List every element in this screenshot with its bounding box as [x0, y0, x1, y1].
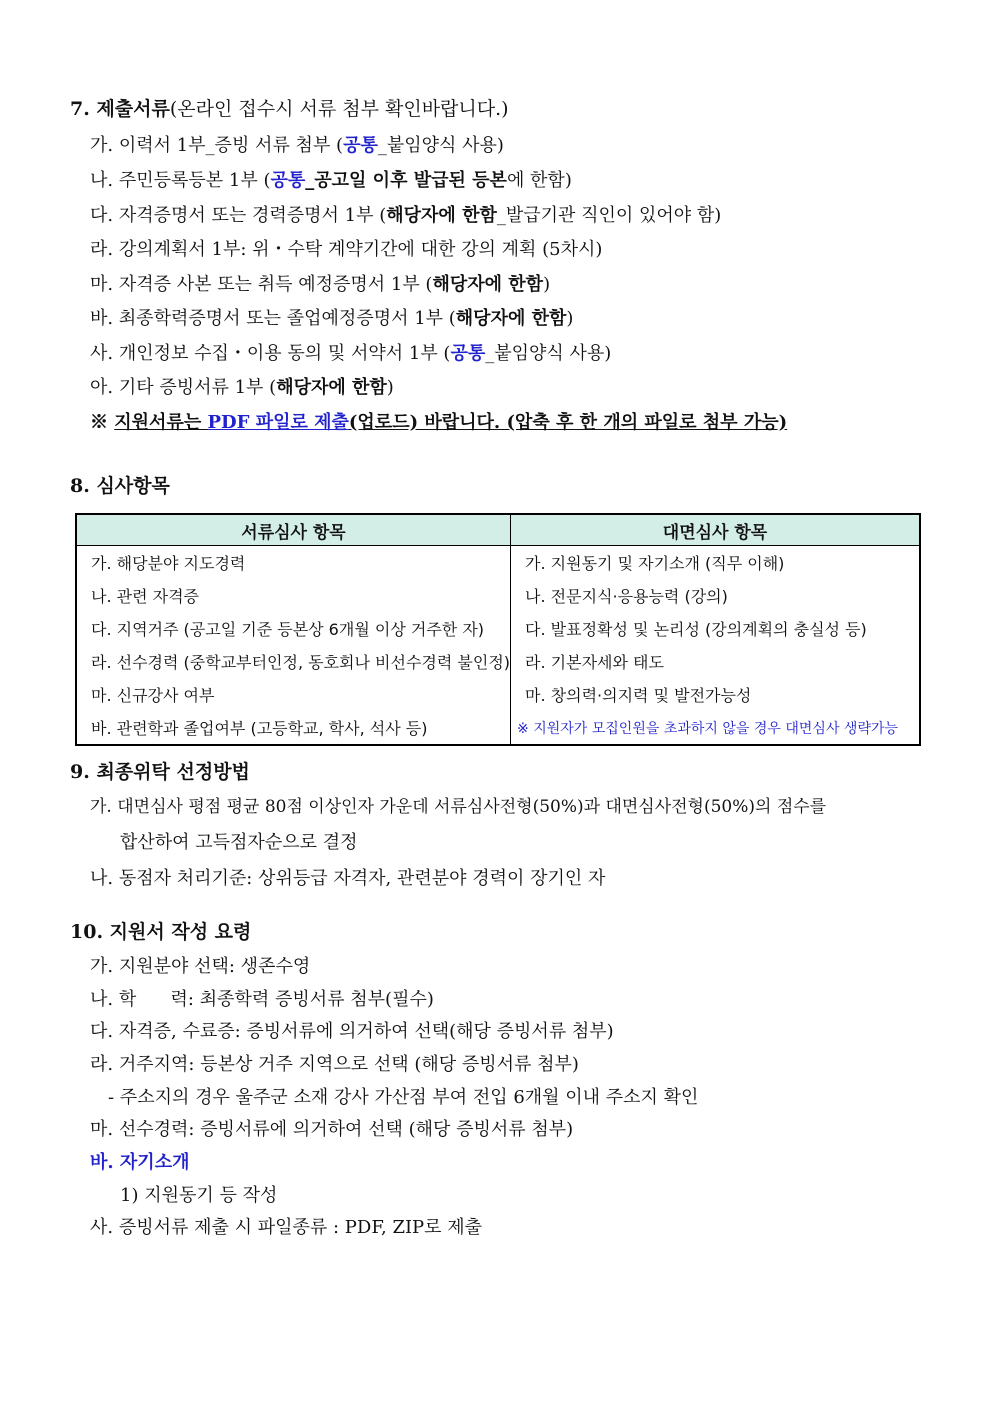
section-8-title: 8. 심사항목	[70, 475, 170, 497]
s7-item-na: 나. 주민등록등본 1부 (공통_공고일 이후 발급된 등본에 한함)	[90, 170, 572, 191]
s7-item-a: 아. 기타 증빙서류 1부 (해당자에 한함)	[90, 377, 394, 398]
s10-item-ba: 바. 자기소개	[90, 1152, 190, 1173]
s9-item-na: 나. 동점자 처리기준: 상위등급 자격자, 관련분야 경력이 장기인 자	[90, 868, 606, 889]
section-9-title: 9. 최종위탁 선정방법	[70, 761, 250, 783]
table-row	[76, 678, 920, 711]
s10-item-da: 다. 자격증, 수료증: 증빙서류에 의거하여 선택(해당 증빙서류 첨부)	[90, 1021, 614, 1042]
table-cell: 다. 지역거주 (공고일 기준 등본상 6개월 이상 거주한 자)	[76, 612, 511, 645]
s9-item-ga-line1: 가. 대면심사 평점 평균 80점 이상인자 가운데 서류심사전형(50%)과 대면심사전형(50%)의 점수를	[90, 797, 827, 817]
s10-item-ma: 마. 선수경력: 증빙서류에 의거하여 선택 (해당 증빙서류 첨부)	[90, 1119, 574, 1140]
s7-submission-note: ※ 지원서류는 PDF 파일로 제출(업로드) 바랍니다. (압축 후 한 개의 파일로 첨부 가능)	[90, 412, 788, 433]
table-row	[76, 711, 920, 745]
table-cell: 나. 관련 자격증	[76, 579, 511, 612]
s10-item-na: 나. 학 력: 최종학력 증빙서류 첨부(필수)	[90, 989, 434, 1010]
table-row	[76, 546, 920, 580]
review-criteria-table	[75, 513, 921, 746]
table-cell: 마. 신규강사 여부	[76, 678, 511, 711]
s9-item-ga-line2: 합산하여 고득점자순으로 결정	[120, 832, 358, 853]
table-cell: 가. 지원동기 및 자기소개 (직무 이해)	[511, 546, 920, 580]
s7-item-ba: 바. 최종학력증명서 또는 졸업예정증명서 1부 (해당자에 한함)	[90, 308, 574, 329]
s10-item-ga: 가. 지원분야 선택: 생존수영	[90, 956, 311, 977]
s7-item-sa: 사. 개인정보 수집・이용 동의 및 서약서 1부 (공통_붙임양식 사용)	[90, 343, 612, 364]
s10-item-ba-1: 1) 지원동기 등 작성	[120, 1185, 278, 1206]
interview-skip-note: ※ 지원자가 모집인원을 초과하지 않을 경우 대면심사 생략가능	[511, 711, 920, 745]
section-10-title: 10. 지원서 작성 요령	[70, 921, 252, 943]
table-cell: 다. 발표정확성 및 논리성 (강의계획의 충실성 등)	[511, 612, 920, 645]
table-header-row	[76, 514, 920, 546]
table-row	[76, 579, 920, 612]
s10-item-sa: 사. 증빙서류 제출 시 파일종류 : PDF, ZIP로 제출	[90, 1217, 483, 1238]
s7-item-ga: 가. 이력서 1부_증빙 서류 첨부 (공통_붙임양식 사용)	[90, 135, 504, 156]
section-7-title: 7. 제출서류(온라인 접수시 서류 첨부 확인바랍니다.)	[70, 98, 509, 120]
table-row	[76, 612, 920, 645]
table-cell: 라. 기본자세와 태도	[511, 645, 920, 678]
s7-item-ma: 마. 자격증 사본 또는 취득 예정증명서 1부 (해당자에 한함)	[90, 274, 551, 295]
s7-item-ra: 라. 강의계획서 1부: 위・수탁 계약기간에 대한 강의 계획 (5차시)	[90, 239, 603, 260]
table-cell: 마. 창의력·의지력 및 발전가능성	[511, 678, 920, 711]
header-document-review: 서류심사 항목	[76, 514, 511, 546]
s10-item-ra-sub: - 주소지의 경우 울주군 소재 강사 가산점 부여 전입 6개월 이내 주소지 확인	[108, 1087, 699, 1108]
table-cell: 가. 해당분야 지도경력	[76, 546, 511, 580]
s7-item-da: 다. 자격증명서 또는 경력증명서 1부 (해당자에 한함_발급기관 직인이 있어야 함)	[90, 205, 722, 226]
table-row	[76, 645, 920, 678]
s10-item-ra: 라. 거주지역: 등본상 거주 지역으로 선택 (해당 증빙서류 첨부)	[90, 1054, 579, 1075]
table-cell: 바. 관련학과 졸업여부 (고등학교, 학사, 석사 등)	[76, 711, 511, 745]
header-interview-review: 대면심사 항목	[511, 514, 920, 546]
table-cell: 라. 선수경력 (중학교부터인정, 동호회나 비선수경력 불인정)	[76, 645, 511, 678]
table-cell: 나. 전문지식·응용능력 (강의)	[511, 579, 920, 612]
